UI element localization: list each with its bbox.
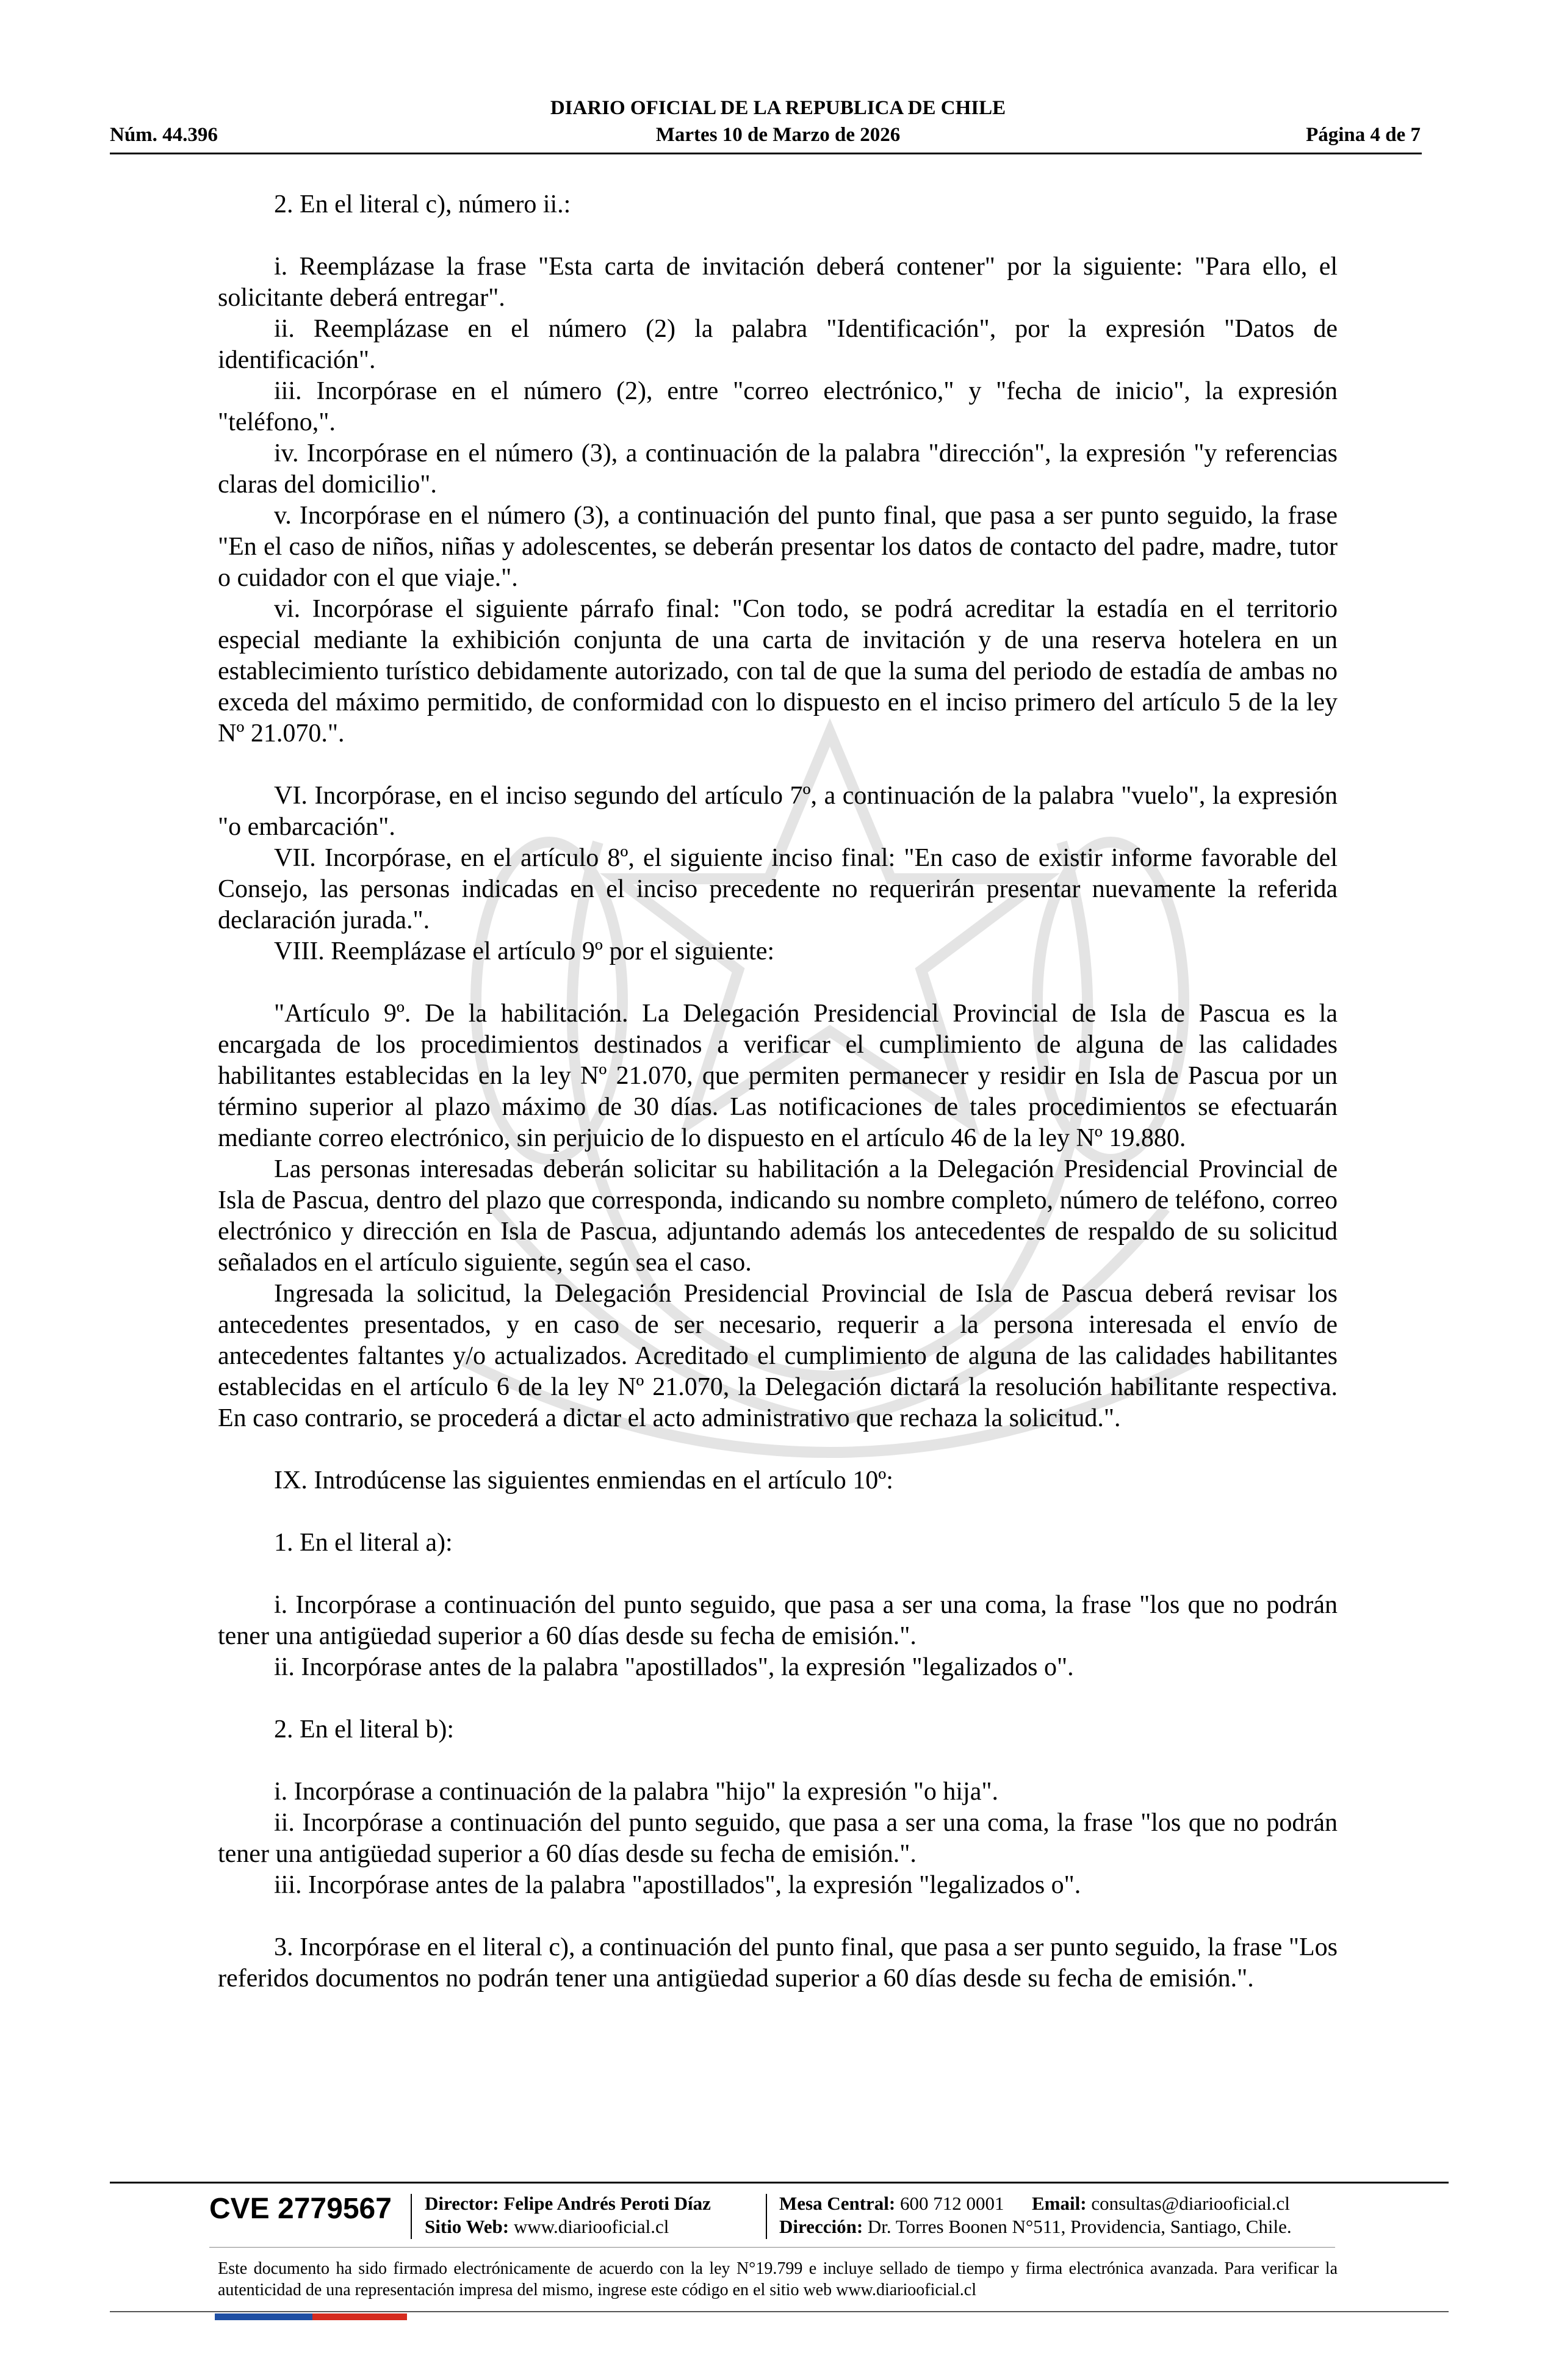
paragraph: "Artículo 9º. De la habilitación. La Delegación Presidencial Provincial de Isla de Pascua es la encargada de los procedimientos destinados a verificar el cumplimiento de alguna de las calidades habilitantes establecidas en la ley Nº 21.070, que permiten permanecer y residir en Isla de Pascua por un término superior al plazo máximo de 30 días. Las notificaciones de tales procedimientos se efectuarán mediante correo electrónico, sin perjuicio de lo dispuesto en el artículo 46 de la ley Nº 19.880.: [218, 1000, 1338, 1152]
publication-title: DIARIO OFICIAL DE LA REPUBLICA DE CHILE: [550, 97, 1006, 119]
contact-line: [779, 2193, 1290, 2215]
email-label: Email:: [1032, 2193, 1087, 2214]
paragraph: ii. Incorpórase a continuación del punto seguido, que pasa a ser una coma, la frase "los que no podrán tener una antigüedad superior a 60 días desde su fecha de emisión.".: [218, 1809, 1338, 1868]
address-line: [779, 2216, 1292, 2238]
director-label: Director:: [425, 2193, 499, 2214]
paragraph: 2. En el literal c), número ii.:: [274, 190, 571, 218]
paragraph: VIII. Reemplázase el artículo 9º por el siguiente:: [274, 937, 775, 965]
paragraph: 1. En el literal a):: [274, 1529, 453, 1557]
director-name: Felipe Andrés Peroti Díaz: [503, 2193, 711, 2214]
address-value: Dr. Torres Boonen N°511, Providencia, Santiago, Chile.: [867, 2216, 1292, 2237]
paragraph: Las personas interesadas deberán solicitar su habilitación a la Delegación Presidencial Provincial de Isla de Pascua, dentro del plazo que corresponda, indicando su nombre completo, número de teléfono, correo electrónico y dirección en Isla de Pascua, adjuntando además los antecedentes de respaldo de su solicitud señalados en el artículo siguiente, según sea el caso.: [218, 1155, 1338, 1277]
cve-code: CVE 2779567: [209, 2193, 392, 2225]
paragraph: i. Incorpórase a continuación del punto seguido, que pasa a ser una coma, la frase "los que no podrán tener una antigüedad superior a 60 días desde su fecha de emisión.".: [218, 1591, 1338, 1650]
paragraph: vi. Incorpórase el siguiente párrafo final: "Con todo, se podrá acreditar la estadía en el territorio especial mediante la exhibición conjunta de una carta de invitación y de una reserva hotelera en un establecimiento turístico debidamente autorizado, con tal de que la suma del periodo de estadía de ambas no exceda del máximo permitido, de conformidad con lo dispuesto en el inciso primero del artículo 5 de la ley Nº 21.070.".: [218, 595, 1338, 748]
paragraph: VI. Incorpórase, en el inciso segundo del artículo 7º, a continuación de la palabra "vuelo", la expresión "o embarcación".: [218, 782, 1338, 841]
paragraph: Ingresada la solicitud, la Delegación Presidencial Provincial de Isla de Pascua deberá revisar los antecedentes presentados, y en caso de ser necesario, requerir a la persona interesada el envío de antecedentes faltantes y/o actualizados. Acreditado el cumplimiento de alguna de las calidades habilitantes establecidas en el artículo 6 de la ley Nº 21.070, la Delegación dictará la resolución habilitante respectiva. En caso contrario, se procederá a dictar el acto administrativo que rechaza la solicitud.".: [218, 1280, 1338, 1432]
website-link[interactable]: www.diariooficial.cl: [513, 2216, 669, 2237]
issue-date: Martes 10 de Marzo de 2026: [655, 124, 901, 146]
signature-notice: Este documento ha sido firmado electrónicamente de acuerdo con la ley N°19.799 e incluye sellado de tiempo y firma electrónica avanzada. Para verificar la autenticidad de una representación impresa del mismo, ingrese este código en el sitio web www.diariooficial.cl: [218, 2259, 1338, 2299]
paragraph: 2. En el literal b):: [274, 1715, 455, 1744]
website-line: [425, 2216, 669, 2238]
email-link[interactable]: consultas@diariooficial.cl: [1091, 2193, 1290, 2214]
paragraph: iii. Incorpórase en el número (2), entre "correo electrónico," y "fecha de inicio", la expresión "teléfono,".: [218, 377, 1338, 436]
footer-inner-rule: [209, 2247, 1335, 2248]
paragraph: iv. Incorpórase en el número (3), a continuación de la palabra "dirección", la expresión "y referencias claras del domicilio".: [218, 439, 1338, 499]
paragraph: ii. Incorpórase antes de la palabra "apostillados", la expresión "legalizados o".: [274, 1653, 1074, 1681]
paragraph: IX. Introdúcense las siguientes enmiendas en el artículo 10º:: [274, 1466, 893, 1495]
flag-stripe-blue: [215, 2313, 312, 2320]
footer-divider: [411, 2194, 412, 2239]
page-number: Página 4 de 7: [1306, 124, 1421, 146]
paragraph: v. Incorpórase en el número (3), a continuación del punto final, que pasa a ser punto seguido, la frase "En el caso de niños, niñas y adolescentes, se deberán presentar los datos de contacto del padre, madre, tutor o cuidador con el que viaje.".: [218, 502, 1338, 592]
paragraph: i. Reemplázase la frase "Esta carta de invitación deberá contener" por la siguiente: "Para ello, el solicitante deberá entregar".: [218, 253, 1338, 312]
document-body: [218, 189, 1338, 1994]
paragraph: VII. Incorpórase, en el artículo 8º, el siguiente inciso final: "En caso de existir informe favorable del Consejo, las personas indicadas en el inciso precedente no requerirán presentar nuevamente la referida declaración jurada.".: [218, 844, 1338, 934]
footer-bottom-rule: [110, 2311, 1449, 2312]
director-line: [425, 2193, 711, 2215]
mesa-value: 600 712 0001: [900, 2193, 1004, 2214]
header-rule: [110, 153, 1422, 154]
address-label: Dirección:: [779, 2216, 863, 2237]
paragraph: 3. Incorpórase en el literal c), a continuación del punto final, que pasa a ser punto seguido, la frase "Los referidos documentos no podrán tener una antigüedad superior a 60 días desde su fecha de emisión.".: [218, 1933, 1338, 1992]
paragraph: iii. Incorpórase antes de la palabra "apostillados", la expresión "legalizados o".: [274, 1871, 1081, 1899]
paragraph: ii. Reemplázase en el número (2) la palabra "Identificación", por la expresión "Datos de identificación".: [218, 315, 1338, 374]
flag-stripe-red: [312, 2313, 407, 2320]
footer-divider: [766, 2194, 767, 2239]
footer-top-rule: [110, 2182, 1449, 2183]
issue-number: Núm. 44.396: [110, 124, 218, 146]
paragraph: i. Incorpórase a continuación de la palabra "hijo" la expresión "o hija".: [274, 1778, 998, 1806]
website-label: Sitio Web:: [425, 2216, 510, 2237]
mesa-label: Mesa Central:: [779, 2193, 896, 2214]
